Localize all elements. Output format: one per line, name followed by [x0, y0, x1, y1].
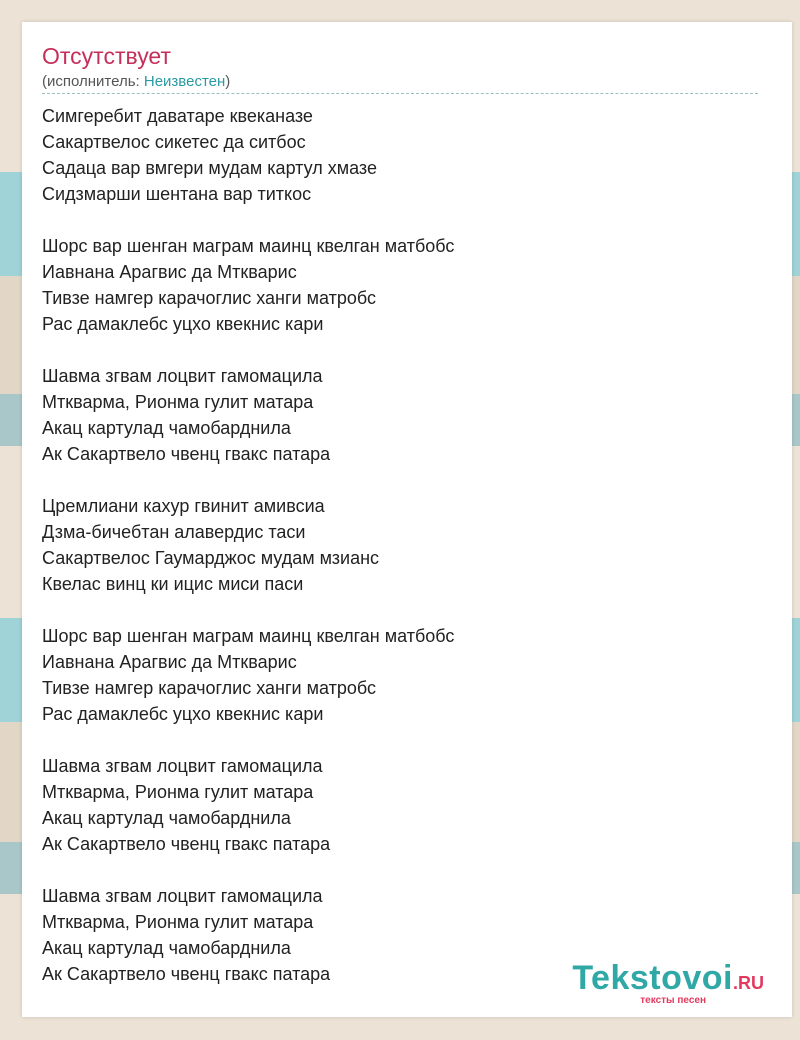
artist-link[interactable]: Неизвестен	[143, 73, 226, 90]
artist-prefix: (исполнитель:	[42, 73, 144, 90]
lyrics-card	[22, 22, 792, 1017]
artist-line	[42, 73, 230, 91]
stanza	[42, 103, 762, 207]
lyric-line: Садаца вар вмгери мудам картул хмазе	[42, 158, 377, 178]
lyric-line: Дзма-бичебтан алавердис таси	[42, 522, 306, 542]
lyric-line: Шавма згвам лоцвит гамомацила	[42, 886, 323, 906]
lyric-line: Квелас винц ки ицис миси паси	[42, 574, 304, 594]
logo-tagline: тексты песен	[640, 995, 706, 1006]
song-title: Отсутствует	[42, 43, 171, 69]
lyric-line: Сакартвелос Гаумарджос мудам мзианс	[42, 548, 380, 568]
logo-domain: .RU	[733, 973, 764, 993]
title-divider	[42, 93, 758, 94]
lyric-line: Тивзе намгер карачоглис ханги матробс	[42, 678, 376, 698]
lyric-line: Иавнана Арагвис да Мткварис	[42, 262, 297, 282]
lyric-line: Рас дамаклебс уцхо квекнис кари	[42, 704, 324, 724]
lyric-line: Акац картулад чамобарднила	[42, 418, 291, 438]
stanza	[42, 233, 762, 337]
lyric-line: Ак Сакартвело чвенц гвакс патара	[42, 964, 331, 984]
lyric-line: Рас дамаклебс уцхо квекнис кари	[42, 314, 324, 334]
lyric-line: Симгеребит даватаре квеканазе	[42, 106, 313, 126]
logo-wordmark: Tekstovoi	[572, 959, 733, 997]
lyric-line: Ак Сакартвело чвенц гвакс патара	[42, 834, 331, 854]
lyric-line: Тивзе намгер карачоглис ханги матробс	[42, 288, 376, 308]
artist-suffix: )	[225, 73, 231, 90]
lyric-line: Акац картулад чамобарднила	[42, 808, 291, 828]
stanza	[42, 753, 762, 857]
lyrics-text	[42, 103, 762, 1013]
lyric-line: Шавма згвам лоцвит гамомацила	[42, 756, 323, 776]
stanza	[42, 493, 762, 597]
lyric-line: Сакартвелос сикетес да ситбос	[42, 132, 306, 152]
site-logo[interactable]	[572, 959, 764, 1006]
lyric-line: Сидзмарши шентана вар титкос	[42, 184, 312, 204]
lyric-line: Цремлиани кахур гвинит амивсиа	[42, 496, 325, 516]
lyric-line: Шорс вар шенган маграм маинц квелган матбобс	[42, 236, 455, 256]
lyric-line: Иавнана Арагвис да Мткварис	[42, 652, 297, 672]
lyric-line: Мткварма, Рионма гулит матара	[42, 392, 314, 412]
stanza	[42, 363, 762, 467]
lyric-line: Шорс вар шенган маграм маинц квелган матбобс	[42, 626, 455, 646]
lyric-line: Ак Сакартвело чвенц гвакс патара	[42, 444, 331, 464]
lyric-line: Шавма згвам лоцвит гамомацила	[42, 366, 323, 386]
lyric-line: Мткварма, Рионма гулит матара	[42, 782, 314, 802]
lyric-line: Акац картулад чамобарднила	[42, 938, 291, 958]
stanza	[42, 623, 762, 727]
lyric-line: Мткварма, Рионма гулит матара	[42, 912, 314, 932]
